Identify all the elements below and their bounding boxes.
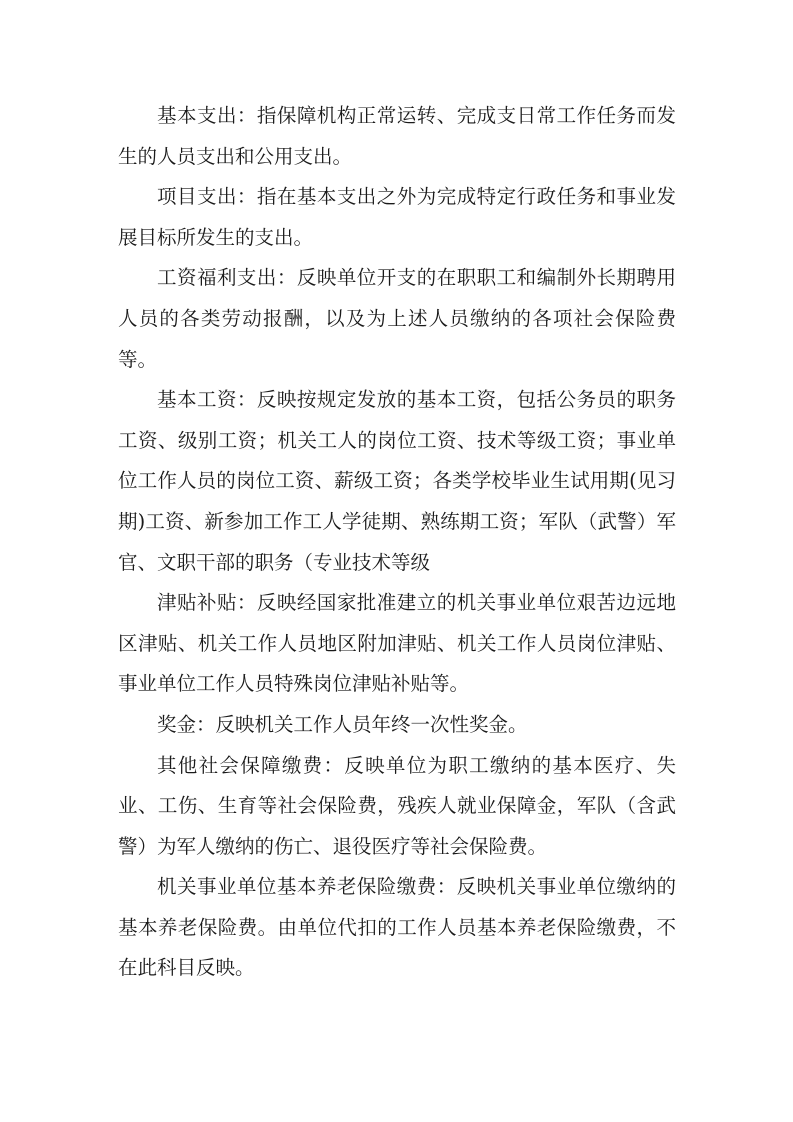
paragraph-basic-expenditure: 基本支出：指保障机构正常运转、完成支日常工作任务而发生的人员支出和公用支出。: [118, 104, 676, 168]
paragraph-allowances: 津贴补贴：反映经国家批准建立的机关事业单位艰苦边远地区津贴、机关工作人员地区附加津贴、机关工作人员岗位津贴、事业单位工作人员特殊岗位津贴补贴等。: [118, 591, 676, 696]
document-body: [118, 96, 676, 989]
paragraph-bonus: 奖金：反映机关工作人员年终一次性奖金。: [157, 712, 528, 736]
paragraph-pension-insurance: 机关事业单位基本养老保险缴费：反映机关事业单位缴纳的基本养老保险费。由单位代扣的工作人员基本养老保险缴费，不在此科目反映。: [118, 875, 676, 980]
paragraph-project-expenditure: 项目支出：指在基本支出之外为完成特定行政任务和事业发展目标所发生的支出。: [118, 185, 676, 249]
paragraph-basic-salary: 基本工资：反映按规定发放的基本工资，包括公务员的职务工资、级别工资；机关工人的岗位工资、技术等级工资；事业单位工作人员的岗位工资、薪级工资；各类学校毕业生试用期(见习期)工资、新参加工作工人学徒期、熟练期工资；军队（武警）军官、文职干部的职务（专业技术等级: [118, 388, 676, 574]
paragraph-social-security: 其他社会保障缴费：反映单位为职工缴纳的基本医疗、失业、工伤、生育等社会保险费，残疾人就业保障金，军队（含武警）为军人缴纳的伤亡、退役医疗等社会保险费。: [118, 753, 676, 858]
paragraph-salary-welfare: 工资福利支出：反映单位开支的在职职工和编制外长期聘用人员的各类劳动报酬，以及为上述人员缴纳的各项社会保险费等。: [118, 266, 676, 371]
